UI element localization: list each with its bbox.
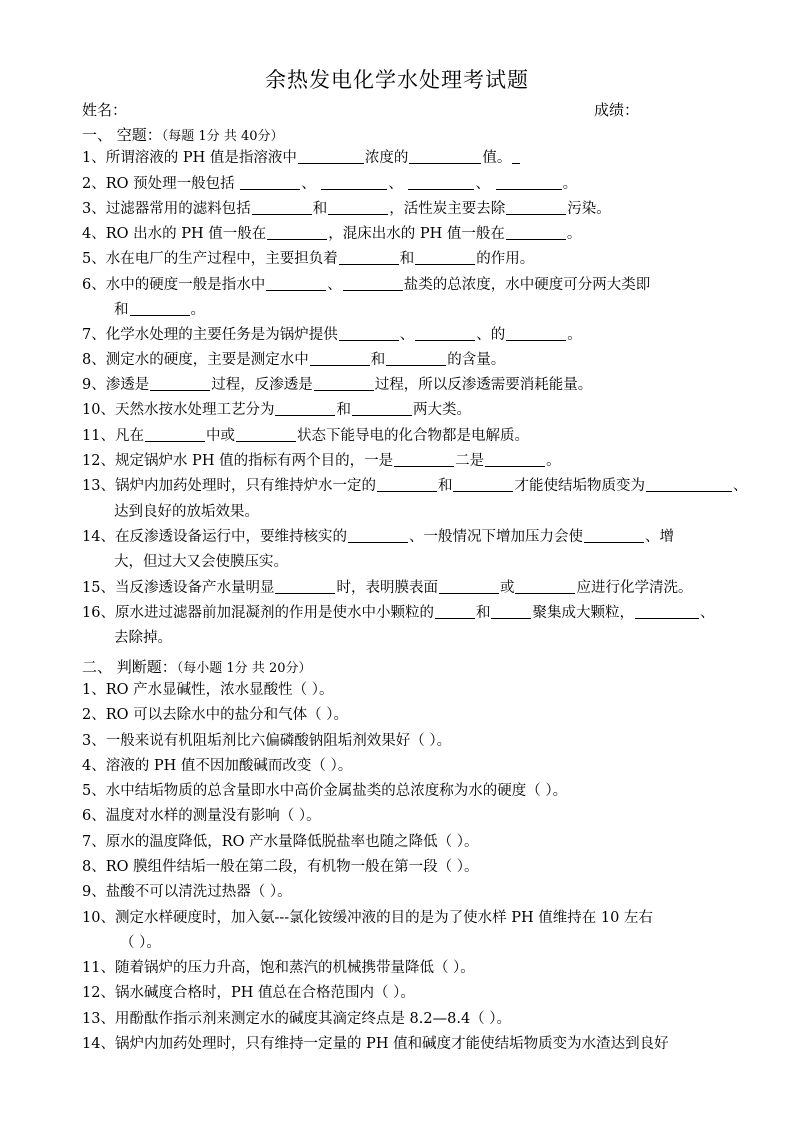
name-label: 姓名： (82, 101, 128, 119)
answer-blank[interactable] (236, 426, 296, 442)
fill-question-10: 10、天然水按水处理工艺分为 和 两大类。 (82, 402, 471, 418)
answer-blank[interactable] (275, 578, 335, 594)
answer-blank[interactable] (386, 350, 446, 366)
answer-blank[interactable] (328, 199, 388, 215)
answer-blank[interactable] (415, 249, 475, 265)
judge-question-13: 13、用酚酞作指示剂来测定水的碱度其滴定终点是 8.2—8.4（ ）。 (82, 1011, 512, 1027)
judge-question-10: 10、测定水样硬度时，加入氨---氯化铵缓冲液的目的是为了使水样 PH 值维持在 10 左右 (82, 910, 653, 926)
fill-question-13-continued: 达到良好的放垢效果。 (114, 504, 259, 520)
answer-blank[interactable] (314, 375, 374, 391)
fill-question-2: 2、RO 预处理一般包括 、 、 、 。 (82, 176, 578, 192)
answer-blank[interactable] (491, 603, 531, 619)
answer-blank[interactable] (275, 400, 335, 416)
answer-blank[interactable] (145, 426, 205, 442)
fill-question-13: 13、锅炉内加药处理时，只有维持炉水一定的 和 才能使结垢物质变为 、 (82, 478, 748, 494)
answer-blank[interactable] (439, 578, 499, 594)
answer-blank[interactable] (298, 148, 364, 164)
section-2-heading (82, 656, 312, 677)
fill-question-6-continued: 和 。 (114, 302, 205, 318)
answer-blank[interactable] (506, 325, 566, 341)
fill-question-7: 7、化学水处理的主要任务是为锅炉提供 、 、的 。 (82, 327, 582, 343)
judge-question-6: 6、温度对水样的测量没有影响（ ）。 (82, 808, 321, 824)
answer-blank[interactable] (266, 275, 326, 291)
judge-question-14: 14、锅炉内加药处理时，只有维持一定量的 PH 值和碱度才能使结垢物质变为水渣达到良好 (82, 1036, 669, 1052)
fill-question-16-continued: 去除掉。 (114, 630, 172, 646)
judge-question-7: 7、原水的温度降低，RO 产水量降低脱盐率也随之降低（ ）。 (82, 834, 479, 850)
exam-title: 余热发电化学水处理考试题 (265, 68, 529, 92)
answer-blank[interactable] (453, 476, 513, 492)
answer-blank[interactable] (321, 174, 387, 190)
fill-question-11: 11、凡在 中或 状态下能导电的化合物都是电解质。 (82, 428, 529, 444)
fill-question-16: 16、原水进过滤器前加混凝剂的作用是使水中小颗粒的 和 聚集成大颗粒， 、 (82, 605, 715, 621)
answer-blank[interactable] (584, 527, 644, 543)
fill-question-12: 12、规定锅炉水 PH 值的指标有两个目的，一是 二是 。 (82, 453, 561, 469)
section-2-title: 二、 判断题： (82, 658, 177, 676)
answer-blank[interactable] (485, 451, 545, 467)
answer-blank[interactable] (310, 350, 370, 366)
answer-blank[interactable] (150, 375, 210, 391)
answer-blank[interactable] (377, 476, 437, 492)
judge-question-1: 1、RO 产水显碱性，浓水显酸性（ ）。 (82, 682, 334, 698)
answer-blank[interactable] (408, 174, 474, 190)
judge-question-10-continued: （ ）。 (120, 935, 161, 951)
fill-question-1: 1、所谓溶液的 PH 值是指溶液中 浓度的 值。 (82, 146, 782, 171)
answer-blank[interactable] (409, 148, 481, 164)
section-1-title: 一、 空题： (82, 126, 162, 144)
answer-blank[interactable] (348, 527, 408, 543)
section-2-note: （每小题 1分 共 20分） (176, 661, 312, 676)
answer-blank[interactable] (339, 325, 399, 341)
judge-question-8: 8、RO 膜组件结垢一般在第二段，有机物一般在第一段（ ）。 (82, 859, 479, 875)
answer-blank[interactable] (415, 325, 475, 341)
fill-question-5: 5、水在电厂的生产过程中，主要担负着 和 的作用。 (82, 251, 535, 267)
answer-blank[interactable] (506, 224, 566, 240)
judge-question-3: 3、一般来说有机阻垢剂比六偏磷酸钠阻垢剂效果好（ ）。 (82, 733, 452, 749)
answer-blank[interactable] (343, 275, 403, 291)
fill-question-4: 4、RO 出水的 PH 值一般在 ，混床出水的 PH 值一般在 。 (82, 226, 582, 242)
answer-blank[interactable] (506, 199, 566, 215)
answer-blank[interactable] (435, 603, 475, 619)
judge-question-2: 2、RO 可以去除水中的盐分和气体（ ）。 (82, 707, 349, 723)
fill-question-6: 6、水中的硬度一般是指水中 、 盐类的总浓度，水中硬度可分两大类即 (82, 277, 651, 293)
answer-blank[interactable] (515, 578, 575, 594)
score-label: 成绩： (594, 101, 640, 119)
fill-question-15: 15、当反渗透设备产水量明显 时，表明膜表面 或 应进行化学清洗。 (82, 580, 693, 596)
answer-blank[interactable] (352, 400, 412, 416)
fill-question-14-continued: 大，但过大又会使膜压实。 (114, 554, 288, 570)
answer-blank[interactable] (635, 603, 699, 619)
answer-blank[interactable] (646, 476, 732, 492)
answer-blank[interactable] (252, 199, 312, 215)
fill-question-14: 14、在反渗透设备运行中，要维持核实的 、一般情况下增加压力会使 、增 (82, 529, 674, 545)
section-1-heading (82, 124, 284, 145)
judge-question-4: 4、溶液的 PH 值不因加酸碱而改变（ ）。 (82, 758, 353, 774)
judge-question-9: 9、盐酸不可以清洗过热器（ ）。 (82, 884, 292, 900)
answer-blank[interactable] (267, 224, 327, 240)
answer-blank[interactable] (130, 300, 190, 316)
judge-question-5: 5、水中结垢物质的总含量即水中高价金属盐类的总浓度称为水的硬度（ ）。 (82, 783, 568, 799)
answer-blank[interactable] (339, 249, 399, 265)
fill-question-3: 3、过滤器常用的滤料包括 和 ，活性炭主要去除 污染。 (82, 201, 611, 217)
judge-question-12: 12、锅水碱度合格时，PH 值总在合格范围内（ ）。 (82, 985, 415, 1001)
answer-blank[interactable] (394, 451, 454, 467)
section-1-note: （每题 1分 共 40分） (161, 129, 284, 144)
fill-question-9: 9、渗透是 过程，反渗透是 过程，所以反渗透需要消耗能量。 (82, 377, 593, 393)
answer-blank[interactable] (240, 174, 300, 190)
answer-blank[interactable] (496, 174, 562, 190)
fill-question-8: 8、测定水的硬度，主要是测定水中 和 的含量。 (82, 352, 506, 368)
judge-question-11: 11、随着锅炉的压力升高，饱和蒸汽的机械携带量降低（ ）。 (82, 960, 475, 976)
